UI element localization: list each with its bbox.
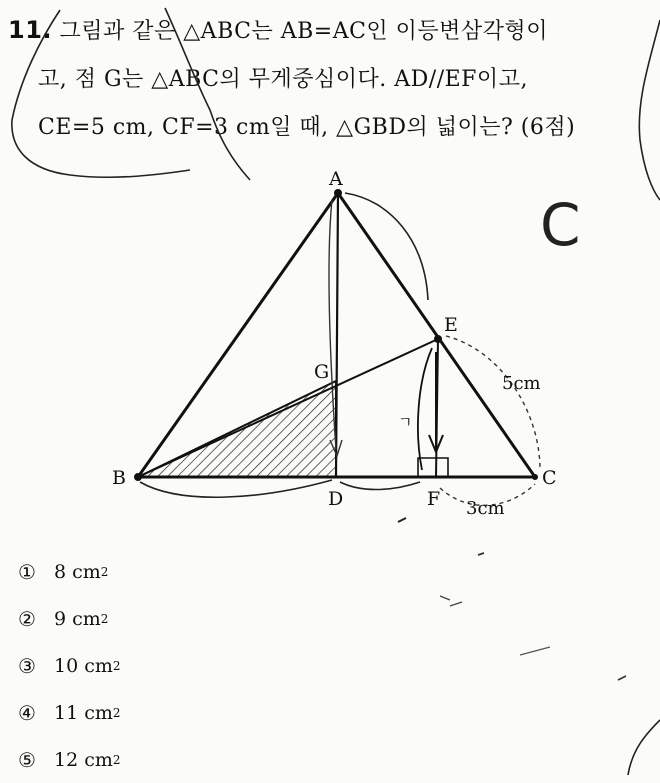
question-text-1: 그림과 같은 △ABC는 AB=AC인 이등변삼각형이 [59, 19, 548, 44]
speck-3 [520, 647, 550, 655]
choice-5-value: 12 cm [54, 748, 113, 771]
point-e [434, 335, 442, 343]
choice-2-value: 9 cm [54, 607, 101, 630]
choice-4[interactable] [18, 689, 121, 736]
choice-2[interactable] [18, 595, 121, 642]
choice-1-sup: 2 [100, 564, 109, 579]
measure-ce: 5cm [502, 373, 541, 394]
label-b: B [112, 467, 126, 489]
pen-arc-top [345, 193, 428, 300]
label-g: G [314, 361, 330, 383]
question-text-3: CE=5 cm, CF=3 cm일 때, △GBD의 넓이는? (6점) [38, 115, 576, 140]
segment-ad [336, 193, 338, 477]
choice-2-mark: ② [18, 606, 36, 631]
choice-5-mark: ⑤ [18, 747, 36, 772]
choice-5-sup: 2 [112, 752, 121, 767]
pen-stroke-bottom-right [628, 720, 660, 775]
choice-3-mark: ③ [18, 653, 36, 678]
choice-4-mark: ④ [18, 700, 36, 725]
question-number: 11. [8, 16, 53, 44]
handwritten-c: C [540, 191, 581, 259]
speck-4 [618, 676, 626, 680]
choice-3-sup: 2 [112, 658, 121, 673]
point-a [334, 189, 342, 197]
dashed-arc-ec [446, 336, 540, 470]
label-d: D [328, 488, 344, 510]
speck-5 [478, 553, 484, 555]
point-c [532, 474, 538, 480]
choice-1[interactable] [18, 548, 121, 595]
label-f: F [427, 488, 441, 510]
question-line-3 [38, 110, 575, 141]
choice-5[interactable] [18, 736, 121, 783]
choice-4-value: 11 cm [54, 701, 113, 724]
pen-arc-bottom-mid [340, 482, 420, 490]
pen-arc-bottom-left [140, 480, 332, 497]
speck-2 [440, 596, 462, 606]
measure-cf: 3cm [466, 498, 505, 519]
choice-3[interactable] [18, 642, 121, 689]
point-b [134, 473, 142, 481]
question-line-2 [38, 62, 528, 93]
label-c: C [542, 467, 557, 489]
question-text-2: 고, 점 G는 △ABC의 무게중심이다. AD//EF이고, [38, 67, 528, 92]
choice-3-value: 10 cm [54, 654, 113, 677]
label-a: A [329, 168, 343, 190]
choice-4-sup: 2 [112, 705, 121, 720]
label-e: E [444, 314, 458, 336]
triangle-figure [0, 160, 660, 545]
right-angle-mark [418, 458, 448, 477]
answer-choices [18, 548, 121, 783]
pen-curve-ef [418, 348, 432, 470]
choice-2-sup: 2 [100, 611, 109, 626]
question-line-1 [8, 14, 548, 45]
choice-1-value: 8 cm [54, 560, 101, 583]
pen-arrow-ef [429, 352, 443, 452]
pen-note-mark: ㄱ [398, 413, 413, 431]
choice-1-mark: ① [18, 559, 36, 584]
